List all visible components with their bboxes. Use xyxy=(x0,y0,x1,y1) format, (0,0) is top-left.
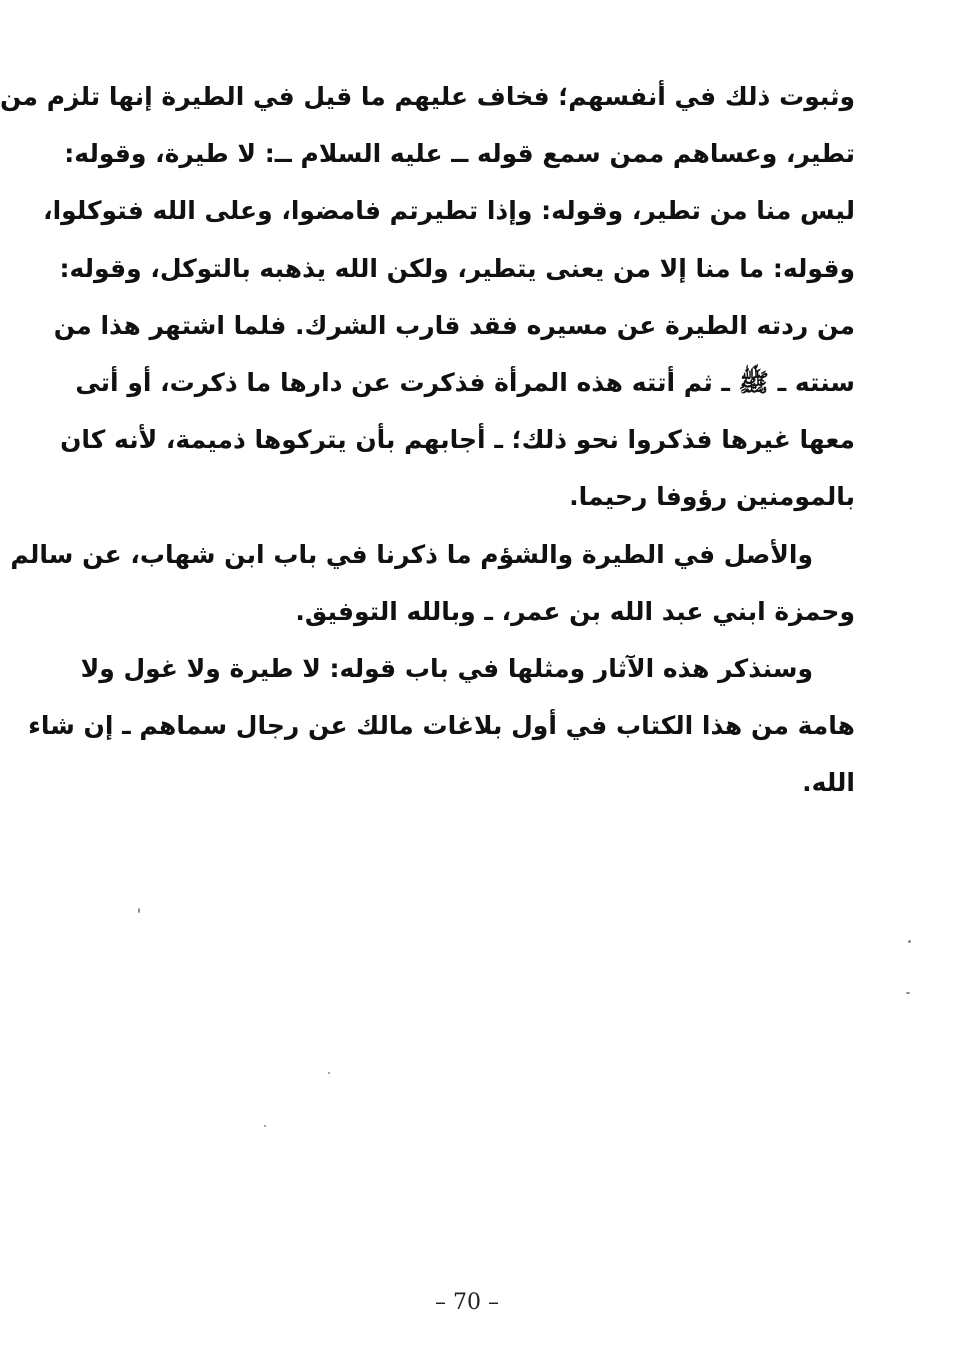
scan-speck xyxy=(908,940,911,943)
scan-speck xyxy=(138,908,140,913)
text-line: وثبوت ذلك في أنفسهم؛ فخاف عليهم ما قيل في الطيرة إنها تلزم من xyxy=(0,82,855,111)
text-line: بالمومنين رؤوفا رحيما. xyxy=(569,482,855,512)
text-line: تطير، وعساهم ممن سمع قوله ــ عليه السلام ــ: لا طيرة، وقوله: xyxy=(64,139,855,169)
text-line: من ردته الطيرة عن مسيره فقد قارب الشرك. فلما اشتهر هذا من xyxy=(53,310,855,340)
page-number: – 70 – xyxy=(435,1290,499,1315)
scan-speck xyxy=(328,1072,330,1074)
text-line: وقوله: ما منا إلا من يعنى يتطير، ولكن الله يذهبه بالتوكل، وقوله: xyxy=(59,253,855,283)
text-line: ليس منا من تطير، وقوله: وإذا تطيرتم فامضوا، وعلى الله فتوكلوا، xyxy=(43,196,855,226)
paragraph-2 xyxy=(10,526,855,640)
text-line: هامة من هذا الكتاب في أول بلاغات مالك عن رجال سماهم ـ إن شاء xyxy=(28,711,855,741)
text-line: سنته ـ ﷺ ـ ثم أتته هذه المرأة فذكرت عن دارها ما ذكرت، أو أتى xyxy=(75,367,855,397)
text-line: وسنذكر هذه الآثار ومثلها في باب قوله: لا طيرة ولا غول ولا xyxy=(80,653,813,683)
text-line: والأصل في الطيرة والشؤم ما ذكرنا في باب ابن شهاب، عن سالم xyxy=(10,539,813,569)
text-line: معها غيرها فذكروا نحو ذلك؛ ـ أجابهم بأن يتركوها ذميمة، لأنه كان xyxy=(60,425,855,455)
paragraph-3 xyxy=(28,640,855,812)
scan-speck xyxy=(264,1125,266,1127)
paragraph-1 xyxy=(0,68,855,526)
text-line: وحمزة ابني عبد الله بن عمر، ـ وبالله التوفيق. xyxy=(295,596,855,626)
body-text xyxy=(0,68,855,811)
text-line: الله. xyxy=(802,768,855,798)
scan-speck xyxy=(906,992,910,994)
